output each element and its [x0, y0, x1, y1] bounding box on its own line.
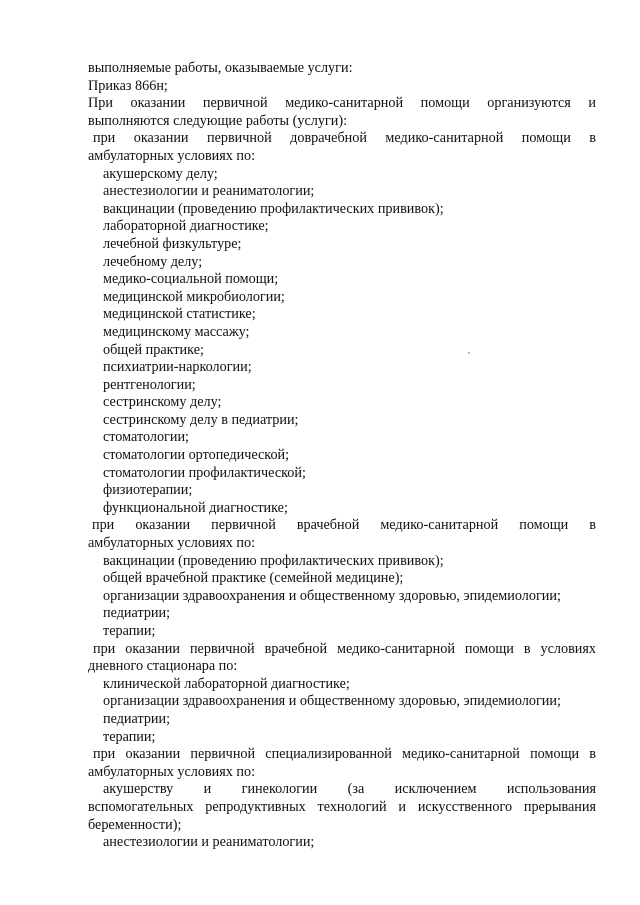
list-item: медицинской статистике; — [103, 306, 256, 323]
text-line: Приказ 866н; — [88, 77, 168, 94]
text-line: выполняются следующие работы (услуги): — [88, 112, 348, 129]
text-line: вспомогательных репродуктивных технологий и искусственного прерывания — [88, 798, 596, 815]
list-item: психиатрии-наркологии; — [103, 359, 252, 376]
text-line: беременности); — [88, 816, 182, 833]
text-line: при оказании первичной специализированной медико-санитарной помощи в — [93, 746, 596, 763]
list-item: вакцинации (проведению профилактических прививок); — [103, 552, 444, 569]
list-item: стоматологии ортопедической; — [103, 447, 290, 464]
list-item: педиатрии; — [103, 710, 171, 727]
text-line: дневного стационара по: — [88, 658, 238, 675]
text-line: При оказании первичной медико-санитарной помощи организуются и — [88, 95, 596, 112]
list-item: сестринскому делу; — [103, 394, 222, 411]
list-item: медицинской микробиологии; — [103, 288, 285, 305]
list-item: терапии; — [103, 728, 156, 745]
list-item: организации здравоохранения и общественному здоровью, эпидемиологии; — [103, 693, 561, 710]
list-item: анестезиологии и реаниматологии; — [103, 183, 315, 200]
list-item: стоматологии; — [103, 429, 189, 446]
list-item: педиатрии; — [103, 605, 171, 622]
list-item: сестринскому делу в педиатрии; — [103, 411, 299, 428]
text-line: при оказании первичной врачебной медико-санитарной помощи в — [92, 517, 596, 534]
list-item: общей врачебной практике (семейной медицине); — [103, 570, 404, 587]
document-body — [88, 60, 596, 852]
list-item: лечебной физкультуре; — [103, 235, 242, 252]
list-item: медицинскому массажу; — [103, 323, 250, 340]
list-item: клинической лабораторной диагностике; — [103, 675, 350, 692]
text-line: при оказании первичной врачебной медико-санитарной помощи в условиях — [93, 640, 596, 657]
list-item: физиотерапии; — [103, 482, 193, 499]
text-line: выполняемые работы, оказываемые услуги: — [88, 60, 353, 76]
text-line: при оказании первичной доврачебной медико-санитарной помощи в — [93, 130, 596, 147]
list-item: терапии; — [103, 623, 156, 639]
scan-speck — [468, 352, 470, 354]
list-item: организации здравоохранения и общественному здоровью, эпидемиологии; — [103, 587, 561, 604]
list-item: вакцинации (проведению профилактических прививок); — [103, 200, 444, 217]
list-item: функциональной диагностике; — [103, 499, 288, 516]
list-item: медико-социальной помощи; — [103, 271, 279, 288]
list-item: общей практике; — [103, 341, 204, 358]
list-item: стоматологии профилактической; — [103, 464, 306, 481]
list-item: анестезиологии и реаниматологии; — [103, 834, 315, 851]
text-line: акушерству и гинекологии (за исключением использования — [103, 781, 596, 798]
text-line: амбулаторных условиях по: — [88, 147, 256, 164]
list-item: лечебному делу; — [103, 253, 203, 270]
text-line: амбулаторных условиях по: — [88, 763, 256, 780]
list-item: акушерскому делу; — [103, 165, 218, 182]
list-item: лабораторной диагностике; — [103, 218, 269, 235]
list-item: рентгенологии; — [103, 376, 196, 393]
text-line: амбулаторных условиях по: — [88, 535, 256, 552]
